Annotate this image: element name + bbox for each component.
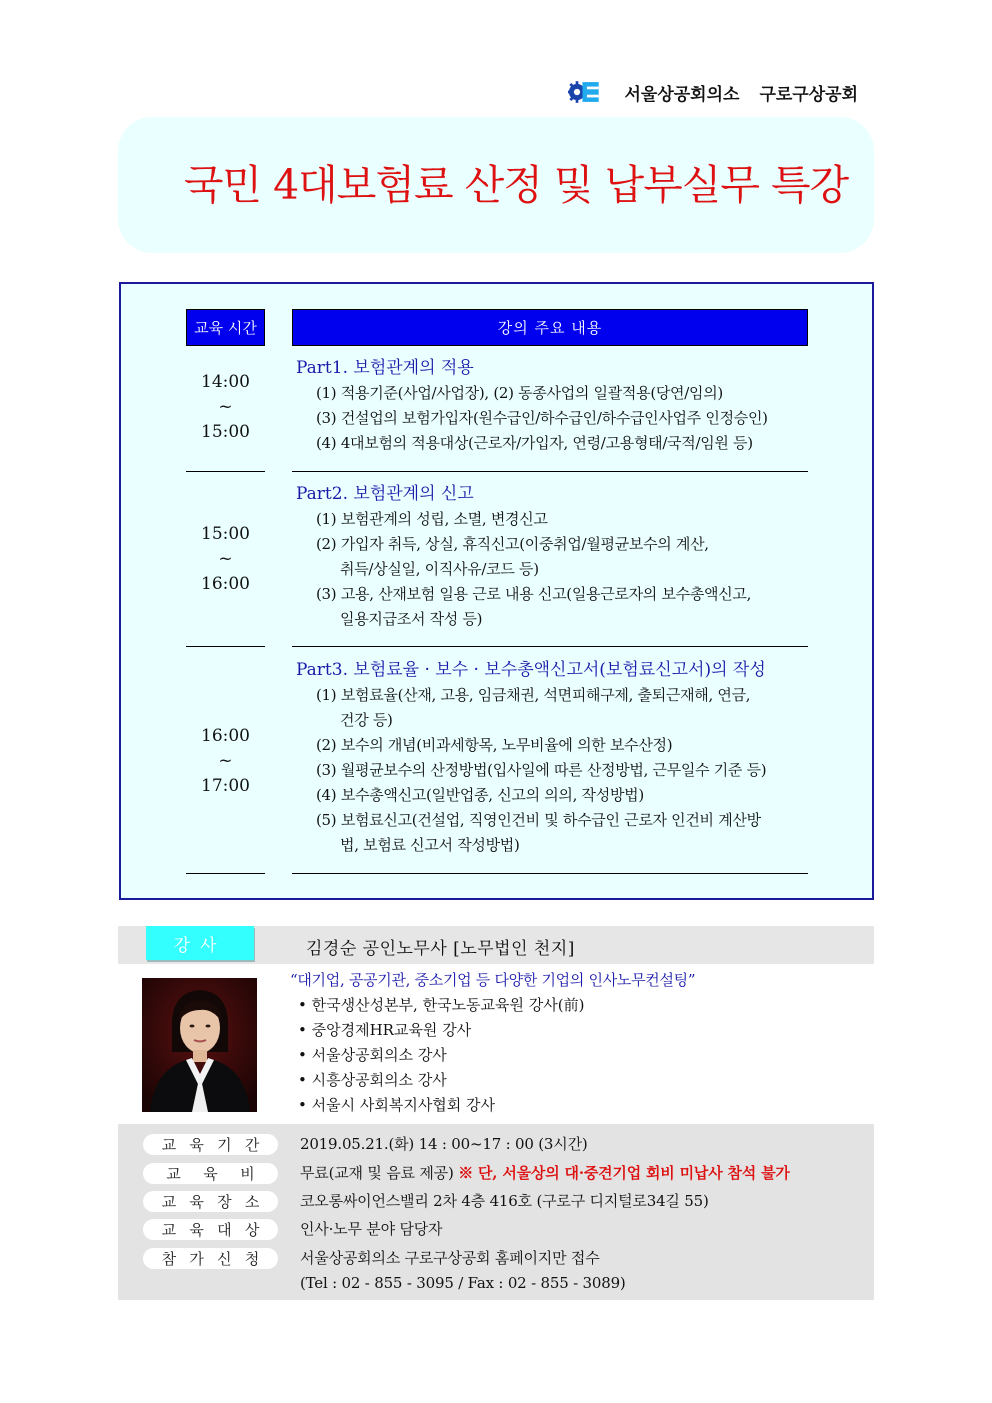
list-item: (3) 월평균보수의 산정방법(입사일에 따른 산정방법, 근무일수 기준 등) <box>316 761 767 779</box>
session-start: 15:00 <box>201 524 250 544</box>
session-content <box>296 482 816 632</box>
list-item: (1) 보험료율(산재, 고용, 임금채권, 석면피해구제, 출퇴근재해, 연금, 건강 등) <box>316 686 751 729</box>
lecturer-tag: 강사 <box>146 926 254 960</box>
session-tilde: ~ <box>218 549 233 569</box>
lecturer-bar <box>118 926 874 964</box>
portrait-image-icon <box>142 978 257 1112</box>
session-content <box>296 658 816 858</box>
divider <box>292 646 808 647</box>
session-time <box>186 522 265 597</box>
list-item: (2) 가입자 취득, 상실, 휴직신고(이중취업/월평균보수의 계산, 취득/상실일, 이직사유/코드 등) <box>316 535 709 578</box>
info-value: 코오롱싸이언스밸리 2차 4층 416호 (구로구 디지털로34길 55) <box>300 1192 709 1210</box>
session-end: 16:00 <box>201 574 250 594</box>
session-time <box>186 724 265 799</box>
part-title: Part3. 보험료율 · 보수 · 보수총액신고서(보험료신고서)의 작성 <box>296 660 766 680</box>
info-label: 교 육 대 상 <box>143 1219 278 1240</box>
lecturer-profile <box>290 968 870 1118</box>
chamber-logo-icon <box>568 79 600 105</box>
schedule-header-content: 강의 주요 내용 <box>292 309 808 346</box>
session-end: 17:00 <box>201 776 250 796</box>
list-item: (3) 건설업의 보험가입자(원수급인/하수급인/하수급인사업주 인정승인) <box>316 409 768 427</box>
list-item: (1) 적용기준(사업/사업장), (2) 동종사업의 일괄적용(당연/임의) <box>316 384 723 402</box>
divider <box>186 646 265 647</box>
session-time <box>186 370 265 445</box>
career-item: • 중앙경제HR교육원 강사 <box>298 1021 472 1039</box>
info-label: 참 가 신 청 <box>143 1248 278 1269</box>
info-value: 무료(교재 및 음료 제공) ※ 단, 서울상의 대·중견기업 회비 미납사 참석 불가 <box>300 1164 790 1182</box>
schedule-panel <box>119 282 874 900</box>
info-label: 교 육 장 소 <box>143 1191 278 1212</box>
part-title: Part1. 보험관계의 적용 <box>296 358 474 378</box>
part-title: Part2. 보험관계의 신고 <box>296 484 474 504</box>
list-item: (2) 보수의 개념(비과세항목, 노무비율에 의한 보수산정) <box>316 736 673 754</box>
divider <box>292 873 808 874</box>
session-end: 15:00 <box>201 422 250 442</box>
divider <box>186 471 265 472</box>
list-item: (4) 보수총액신고(일반업종, 신고의 의의, 작성방법) <box>316 786 644 804</box>
career-item: • 서울상공회의소 강사 <box>298 1046 447 1064</box>
info-value: 서울상공회의소 구로구상공회 홈페이지만 접수 (Tel : 02 - 855 - 3095 / Fax : 02 - 855 - 3089) <box>300 1246 626 1296</box>
schedule-header-time: 교육 시간 <box>186 309 265 346</box>
org-header <box>568 78 878 106</box>
session-start: 16:00 <box>201 726 250 746</box>
session-tilde: ~ <box>218 397 233 417</box>
session-start: 14:00 <box>201 372 250 392</box>
divider <box>292 471 808 472</box>
list-item: (3) 고용, 산재보험 일용 근로 내용 신고(일용근로자의 보수총액신고, 일용지급조서 작성 등) <box>316 585 752 628</box>
divider <box>186 873 265 874</box>
session-content <box>296 356 816 456</box>
org-name-guro-chamber: 구로구상공회 <box>759 84 858 105</box>
fee-warning: ※ 단, 서울상의 대·중견기업 회비 미납사 참석 불가 <box>458 1164 790 1182</box>
list-item: (4) 4대보험의 적용대상(근로자/가입자, 연령/고용형태/국적/임원 등) <box>316 434 753 452</box>
career-item: • 한국생산성본부, 한국노동교육원 강사(前) <box>298 996 585 1014</box>
info-label: 교 육 기 간 <box>143 1134 278 1155</box>
org-name-seoul-chamber: 서울상공회의소 <box>624 84 740 105</box>
info-label: 교 육 비 <box>143 1163 278 1184</box>
career-item: • 서울시 사회복지사협회 강사 <box>298 1096 496 1114</box>
lecturer-photo <box>142 978 257 1112</box>
info-value: 2019.05.21.(화) 14 : 00~17 : 00 (3시간) <box>300 1135 588 1153</box>
contact-line: (Tel : 02 - 855 - 3095 / Fax : 02 - 855 - 3089) <box>300 1274 626 1292</box>
list-item: (5) 보험료신고(건설업, 직영인건비 및 하수급인 근로자 인건비 계산방 법, 보험료 신고서 작성방법) <box>316 811 761 854</box>
course-info-panel <box>118 1124 874 1300</box>
lecturer-name: 김경순 공인노무사 [노무법인 천지] <box>306 939 575 959</box>
lecturer-quote: “대기업, 공공기관, 중소기업 등 다양한 기업의 인사노무컨설팅” <box>290 971 696 989</box>
page-title: 국민 4대보험료 산정 및 납부실무 특강 <box>183 161 849 209</box>
session-tilde: ~ <box>218 751 233 771</box>
career-item: • 시흥상공회의소 강사 <box>298 1071 447 1089</box>
list-item: (1) 보험관계의 성립, 소멸, 변경신고 <box>316 510 548 528</box>
info-value: 인사·노무 분야 담당자 <box>300 1220 443 1238</box>
